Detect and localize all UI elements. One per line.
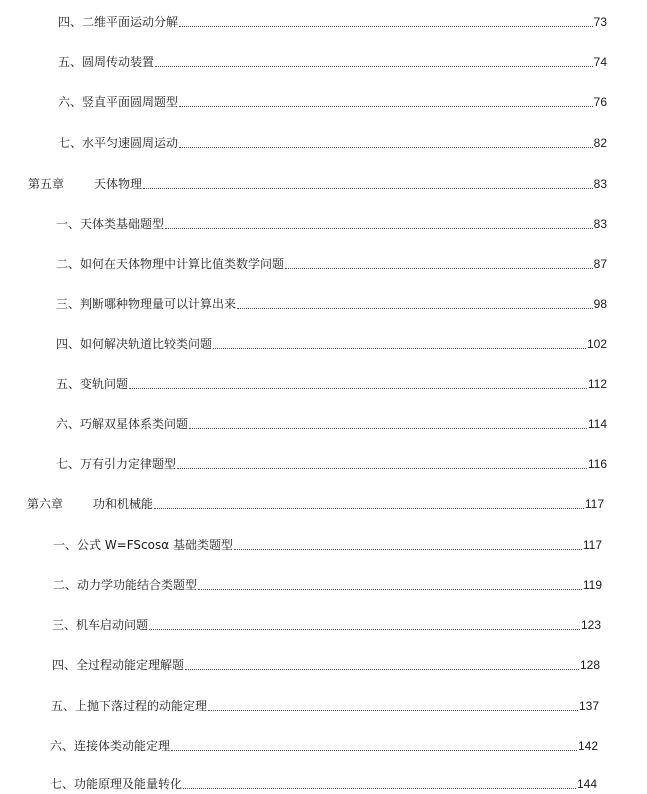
chapter-title: 天体物理: [94, 177, 143, 191]
toc-leader-dots: [198, 589, 582, 590]
toc-leader-dots: [208, 710, 578, 711]
toc-entry[interactable]: [56, 292, 607, 312]
toc-entry-page: 114: [587, 417, 607, 431]
toc-entry-page: 82: [593, 136, 607, 150]
toc-entry[interactable]: [58, 131, 607, 151]
toc-leader-dots: [179, 147, 593, 148]
toc-entry-label: 四、二维平面运动分解: [58, 15, 179, 29]
toc-chapter-entry[interactable]: [27, 492, 604, 512]
toc-leader-dots: [154, 508, 584, 509]
toc-entry-label: 一、天体类基础题型: [56, 217, 165, 231]
toc-leader-dots: [183, 788, 576, 789]
toc-leader-dots: [189, 428, 587, 429]
toc-entry-label: 四、全过程动能定理解题: [52, 658, 185, 672]
toc-chapter-label: [27, 496, 153, 512]
toc-leader-dots: [213, 348, 586, 349]
toc-entry[interactable]: [58, 50, 607, 70]
toc-entry[interactable]: [56, 252, 607, 272]
toc-entry[interactable]: [56, 412, 607, 432]
toc-entry[interactable]: [52, 613, 601, 633]
toc-entry-page: 83: [593, 177, 607, 191]
toc-entry[interactable]: [56, 372, 607, 392]
toc-entry-label: 六、连接体类动能定理: [50, 739, 171, 753]
chapter-title: 功和机械能: [93, 497, 154, 511]
toc-entry[interactable]: [53, 533, 602, 553]
toc-entry[interactable]: [58, 10, 607, 30]
toc-entry-label: 六、巧解双星体系类问题: [56, 417, 189, 431]
toc-entry-label: 七、功能原理及能量转化: [50, 777, 183, 791]
toc-entry[interactable]: [50, 772, 597, 792]
toc-leader-dots: [171, 750, 577, 751]
toc-entry-page: 102: [586, 337, 607, 351]
toc-entry-label: 七、水平匀速圆周运动: [58, 136, 179, 150]
toc-entry-page: 83: [593, 217, 607, 231]
toc-entry[interactable]: [53, 573, 602, 593]
toc-entry-label: 三、判断哪种物理量可以计算出来: [56, 297, 237, 311]
toc-entry-label: 五、变轨问题: [56, 377, 129, 391]
toc-entry-label: 七、万有引力定律题型: [56, 457, 177, 471]
toc-leader-dots: [179, 106, 593, 107]
toc-leader-dots: [149, 629, 580, 630]
toc-leader-dots: [177, 468, 587, 469]
toc-entry[interactable]: [51, 694, 599, 714]
toc-entry-page: 116: [587, 457, 607, 471]
chapter-number: 第五章: [28, 177, 65, 191]
toc-entry-label: 二、动力学功能结合类题型: [53, 578, 198, 592]
toc-entry-page: 144: [576, 777, 597, 791]
toc-entry-page: 98: [593, 297, 607, 311]
toc-entry-label: 五、上抛下落过程的动能定理: [51, 699, 208, 713]
toc-entry-label: 三、机车启动问题: [52, 618, 149, 632]
toc-leader-dots: [234, 549, 582, 550]
toc-entry-label: 五、圆周传动装置: [58, 55, 155, 69]
toc-entry-page: 137: [578, 699, 599, 713]
toc-entry-label: 六、竖直平面圆周题型: [58, 95, 179, 109]
toc-leader-dots: [237, 308, 593, 309]
toc-entry[interactable]: [58, 90, 607, 110]
toc-entry-page: 87: [593, 257, 607, 271]
toc-entry-page: 117: [582, 538, 602, 552]
toc-entry[interactable]: [56, 332, 607, 352]
toc-entry-page: 73: [593, 15, 607, 29]
toc-chapter-label: [28, 176, 142, 192]
toc-leader-dots: [285, 268, 593, 269]
toc-entry-label: 二、如何在天体物理中计算比值类数学问题: [56, 257, 285, 271]
toc-entry-page: 76: [593, 95, 607, 109]
chapter-number: 第六章: [27, 497, 64, 511]
toc-entry-page: 117: [584, 497, 604, 511]
toc-entry-page: 128: [579, 658, 600, 672]
toc-chapter-entry[interactable]: [28, 172, 607, 192]
toc-leader-dots: [129, 388, 587, 389]
toc-entry[interactable]: [52, 653, 600, 673]
toc-leader-dots: [165, 228, 593, 229]
toc-entry-page: 74: [593, 55, 607, 69]
toc-leader-dots: [179, 26, 593, 27]
toc-entry-page: 123: [580, 618, 601, 632]
toc-entry-page: 112: [587, 377, 607, 391]
toc-entry-page: 119: [582, 578, 602, 592]
toc-entry[interactable]: [56, 452, 607, 472]
toc-entry-label: 四、如何解决轨道比较类问题: [56, 337, 213, 351]
toc-entry[interactable]: [56, 212, 607, 232]
toc-entry-page: 142: [577, 739, 598, 753]
toc-entry-label: 一、公式 W=FScosα 基础类题型: [53, 538, 233, 552]
toc-entry[interactable]: [50, 734, 598, 754]
toc-leader-dots: [155, 66, 593, 67]
toc-leader-dots: [185, 669, 579, 670]
toc-leader-dots: [143, 188, 593, 189]
